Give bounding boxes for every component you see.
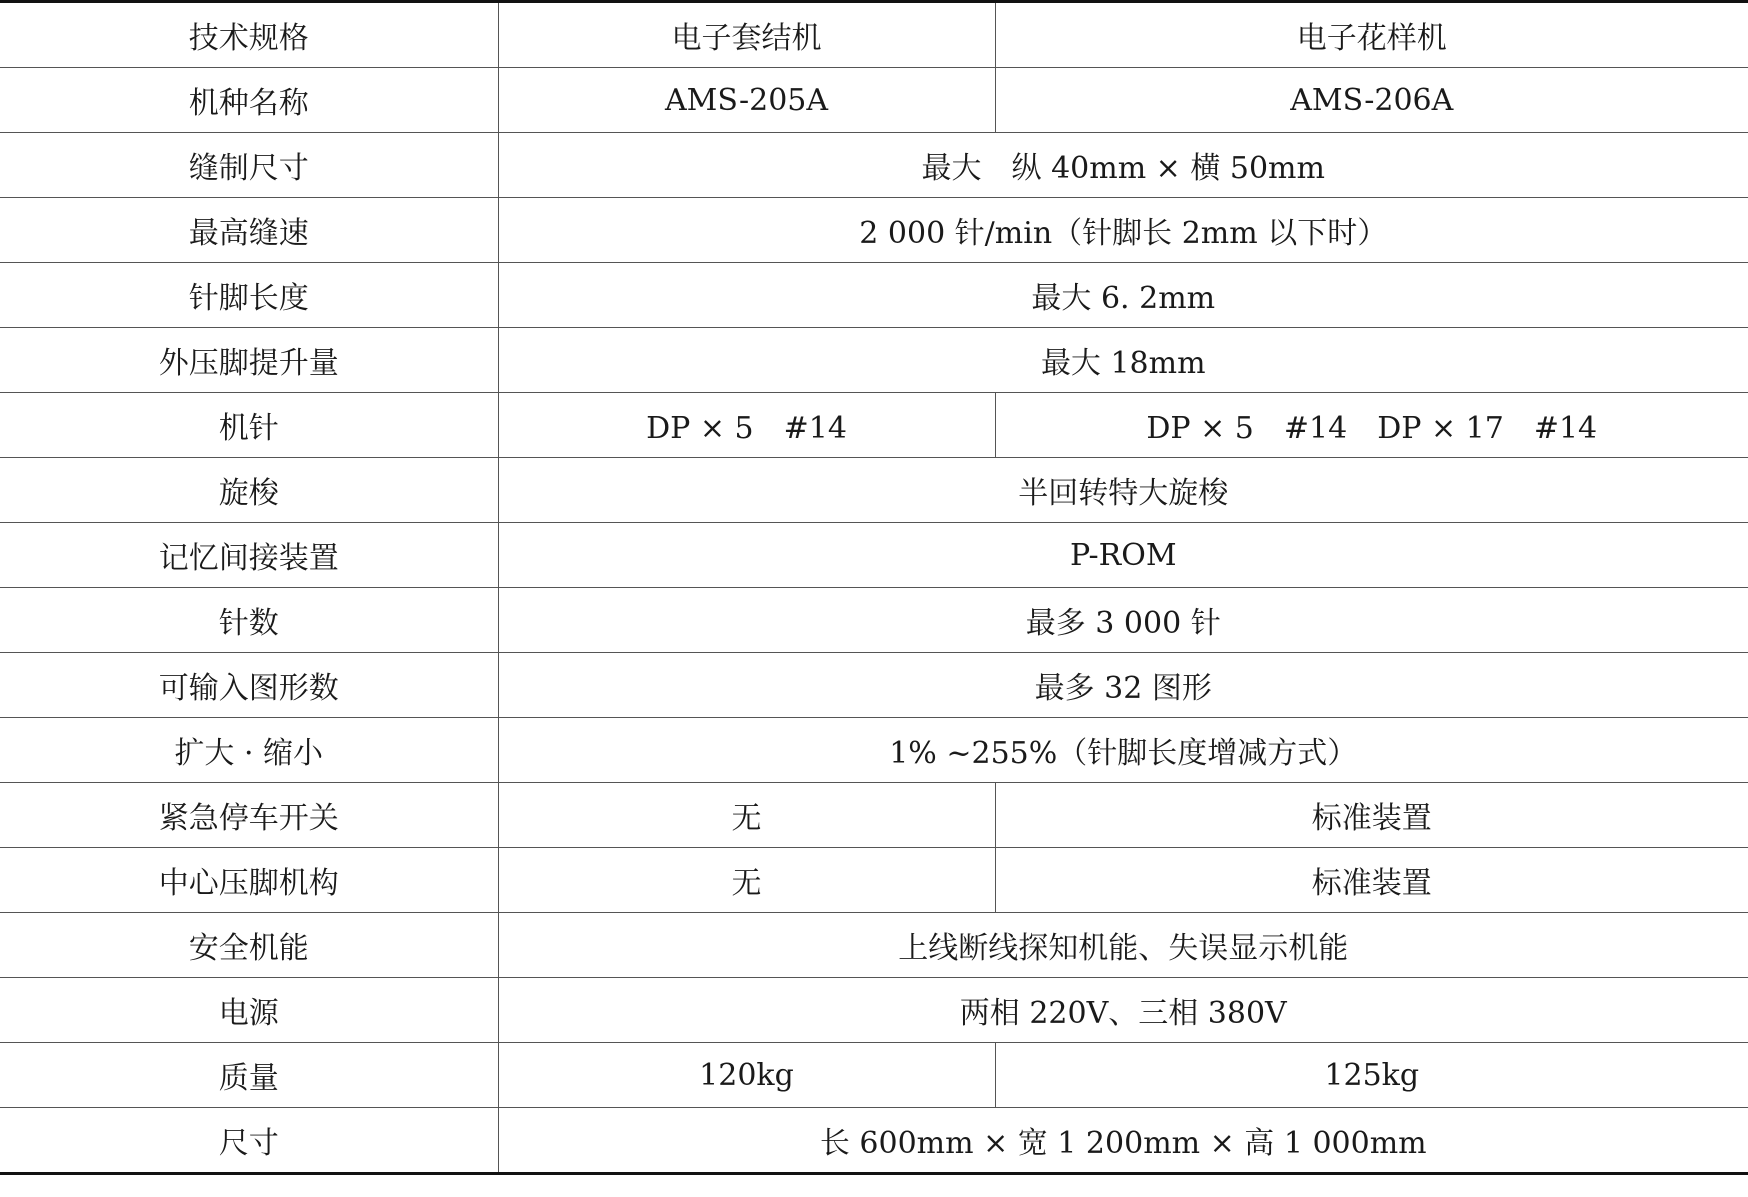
row-label: 可输入图形数 xyxy=(0,653,498,718)
table-row xyxy=(0,263,1748,328)
row-value: 1% ~255%（针脚长度增减方式） xyxy=(498,718,1748,783)
row-value-model-a: 无 xyxy=(498,783,995,848)
row-value-model-b: 电子花样机 xyxy=(995,2,1748,68)
row-value-model-a: AMS-205A xyxy=(498,68,995,133)
row-value-model-a: 120kg xyxy=(498,1043,995,1108)
spec-table-body xyxy=(0,2,1748,1174)
row-value: 半回转特大旋梭 xyxy=(498,458,1748,523)
row-value: 最大 18mm xyxy=(498,328,1748,393)
table-row xyxy=(0,978,1748,1043)
row-label: 机针 xyxy=(0,393,498,458)
table-row xyxy=(0,458,1748,523)
table-row xyxy=(0,588,1748,653)
table-row xyxy=(0,198,1748,263)
row-value-model-b: 标准装置 xyxy=(995,848,1748,913)
row-label: 紧急停车开关 xyxy=(0,783,498,848)
row-label: 记忆间接装置 xyxy=(0,523,498,588)
row-label: 针脚长度 xyxy=(0,263,498,328)
row-value-model-b: 125kg xyxy=(995,1043,1748,1108)
row-label: 机种名称 xyxy=(0,68,498,133)
row-value: 最大 纵 40mm × 横 50mm xyxy=(498,133,1748,198)
row-label: 中心压脚机构 xyxy=(0,848,498,913)
row-value-model-a: 电子套结机 xyxy=(498,2,995,68)
row-value: 长 600mm × 宽 1 200mm × 高 1 000mm xyxy=(498,1108,1748,1174)
row-value: 最多 3 000 针 xyxy=(498,588,1748,653)
row-label: 扩大 · 缩小 xyxy=(0,718,498,783)
row-label: 质量 xyxy=(0,1043,498,1108)
table-row xyxy=(0,523,1748,588)
table-row xyxy=(0,68,1748,133)
row-label: 缝制尺寸 xyxy=(0,133,498,198)
row-label: 电源 xyxy=(0,978,498,1043)
table-row xyxy=(0,848,1748,913)
table-row xyxy=(0,393,1748,458)
table-row xyxy=(0,133,1748,198)
table-row xyxy=(0,328,1748,393)
table-row xyxy=(0,1043,1748,1108)
row-value: 上线断线探知机能、失误显示机能 xyxy=(498,913,1748,978)
row-value-model-b: 标准装置 xyxy=(995,783,1748,848)
row-value-model-a: DP × 5 #14 xyxy=(498,393,995,458)
row-value-model-b: DP × 5 #14 DP × 17 #14 xyxy=(995,393,1748,458)
row-label: 技术规格 xyxy=(0,2,498,68)
table-row xyxy=(0,653,1748,718)
table-row xyxy=(0,913,1748,978)
row-value-model-b: AMS-206A xyxy=(995,68,1748,133)
table-row xyxy=(0,1108,1748,1174)
table-row xyxy=(0,783,1748,848)
table-row xyxy=(0,718,1748,783)
row-label: 尺寸 xyxy=(0,1108,498,1174)
row-label: 安全机能 xyxy=(0,913,498,978)
table-row xyxy=(0,2,1748,68)
row-value: P-ROM xyxy=(498,523,1748,588)
row-value-model-a: 无 xyxy=(498,848,995,913)
row-value: 两相 220V、三相 380V xyxy=(498,978,1748,1043)
row-value: 2 000 针/min（针脚长 2mm 以下时） xyxy=(498,198,1748,263)
row-label: 外压脚提升量 xyxy=(0,328,498,393)
row-value: 最多 32 图形 xyxy=(498,653,1748,718)
row-label: 旋梭 xyxy=(0,458,498,523)
row-label: 最高缝速 xyxy=(0,198,498,263)
row-label: 针数 xyxy=(0,588,498,653)
row-value: 最大 6. 2mm xyxy=(498,263,1748,328)
